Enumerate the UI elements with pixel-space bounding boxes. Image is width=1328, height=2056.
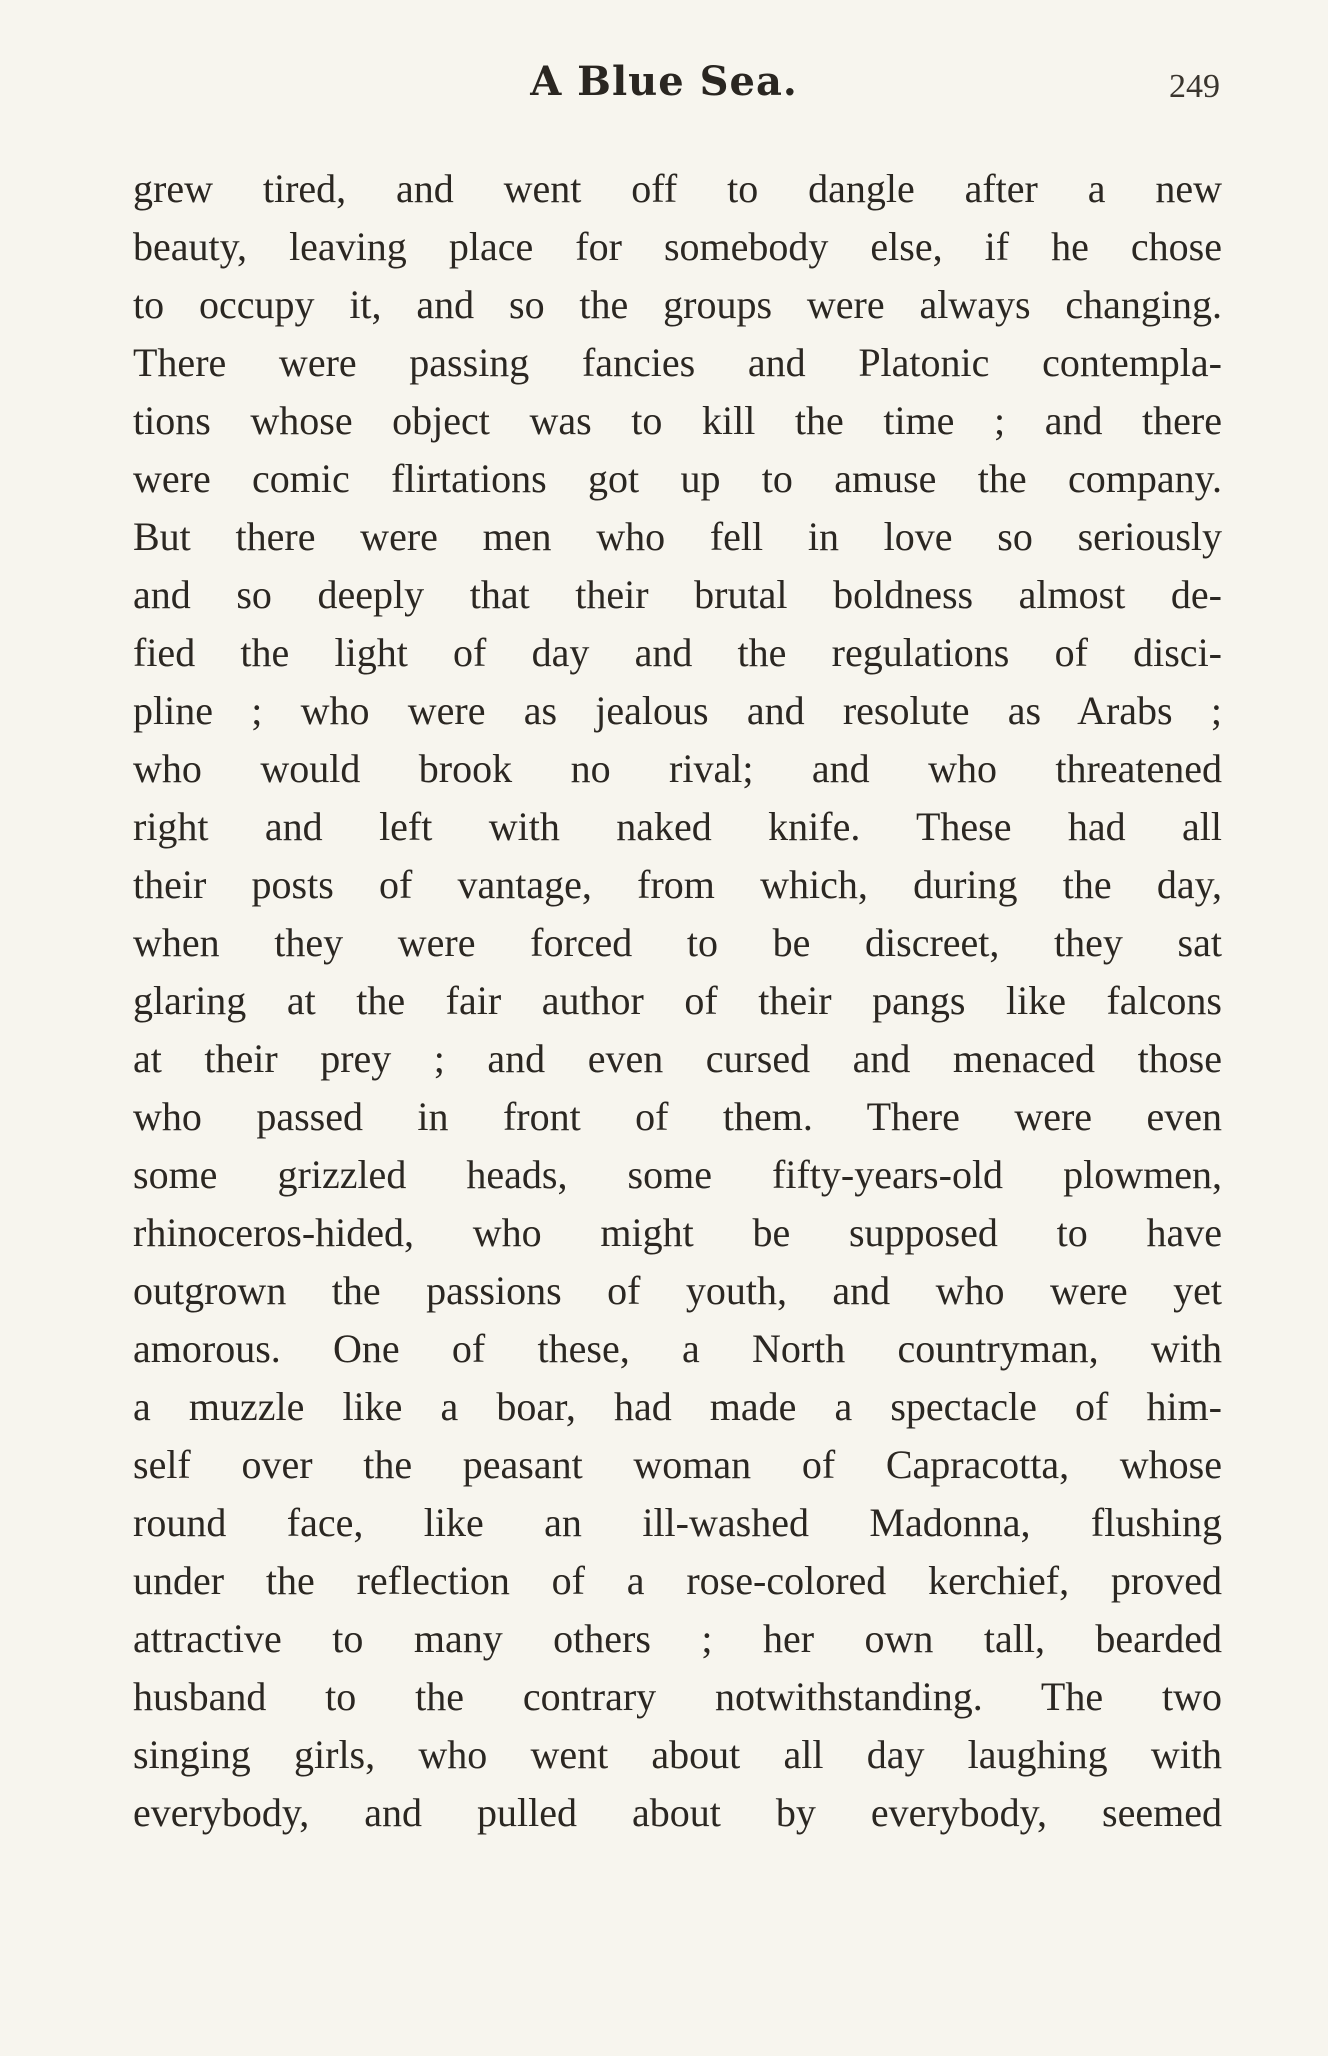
text-line: to occupy it, and so the groups were always changing. xyxy=(133,282,1222,327)
text-line: some grizzled heads, some fifty-years-old plowmen, xyxy=(133,1152,1222,1197)
text-line: right and left with naked knife. These had all xyxy=(133,804,1222,849)
text-line: who would brook no rival; and who threatened xyxy=(133,746,1222,791)
text-line: when they were forced to be discreet, they sat xyxy=(133,920,1222,965)
text-line: who passed in front of them. There were even xyxy=(133,1094,1222,1139)
text-line: at their prey ; and even cursed and menaced those xyxy=(133,1036,1222,1081)
body-text xyxy=(133,160,1222,1842)
text-line: their posts of vantage, from which, during the day, xyxy=(133,862,1222,907)
text-line: amorous. One of these, a North countryman, with xyxy=(133,1326,1222,1371)
text-line: glaring at the fair author of their pangs like falcons xyxy=(133,978,1222,1023)
text-line: singing girls, who went about all day laughing with xyxy=(133,1732,1222,1777)
page-number: 249 xyxy=(1169,68,1220,105)
text-line: a muzzle like a boar, had made a spectacle of him- xyxy=(133,1384,1222,1429)
text-line: round face, like an ill-washed Madonna, flushing xyxy=(133,1500,1222,1545)
text-line: and so deeply that their brutal boldness almost de- xyxy=(133,572,1222,617)
text-line: But there were men who fell in love so seriously xyxy=(133,514,1222,559)
text-line: everybody, and pulled about by everybody, seemed xyxy=(133,1790,1222,1835)
text-line: outgrown the passions of youth, and who were yet xyxy=(133,1268,1222,1313)
text-line: under the reflection of a rose-colored kerchief, proved xyxy=(133,1558,1222,1603)
text-line: attractive to many others ; her own tall, bearded xyxy=(133,1616,1222,1661)
running-title: A Blue Sea. xyxy=(530,58,798,105)
text-line: husband to the contrary notwithstanding. The two xyxy=(133,1674,1222,1719)
text-line: rhinoceros-hided, who might be supposed to have xyxy=(133,1210,1222,1255)
text-line: were comic flirtations got up to amuse the company. xyxy=(133,456,1222,501)
text-line: beauty, leaving place for somebody else, if he chose xyxy=(133,224,1222,269)
text-line: There were passing fancies and Platonic contempla- xyxy=(133,340,1222,385)
text-line: grew tired, and went off to dangle after a new xyxy=(133,166,1222,211)
text-line: tions whose object was to kill the time ; and there xyxy=(133,398,1222,443)
text-line: fied the light of day and the regulations of disci- xyxy=(133,630,1222,675)
running-head xyxy=(0,58,1328,118)
text-line: pline ; who were as jealous and resolute as Arabs ; xyxy=(133,688,1222,733)
text-line: self over the peasant woman of Capracotta, whose xyxy=(133,1442,1222,1487)
